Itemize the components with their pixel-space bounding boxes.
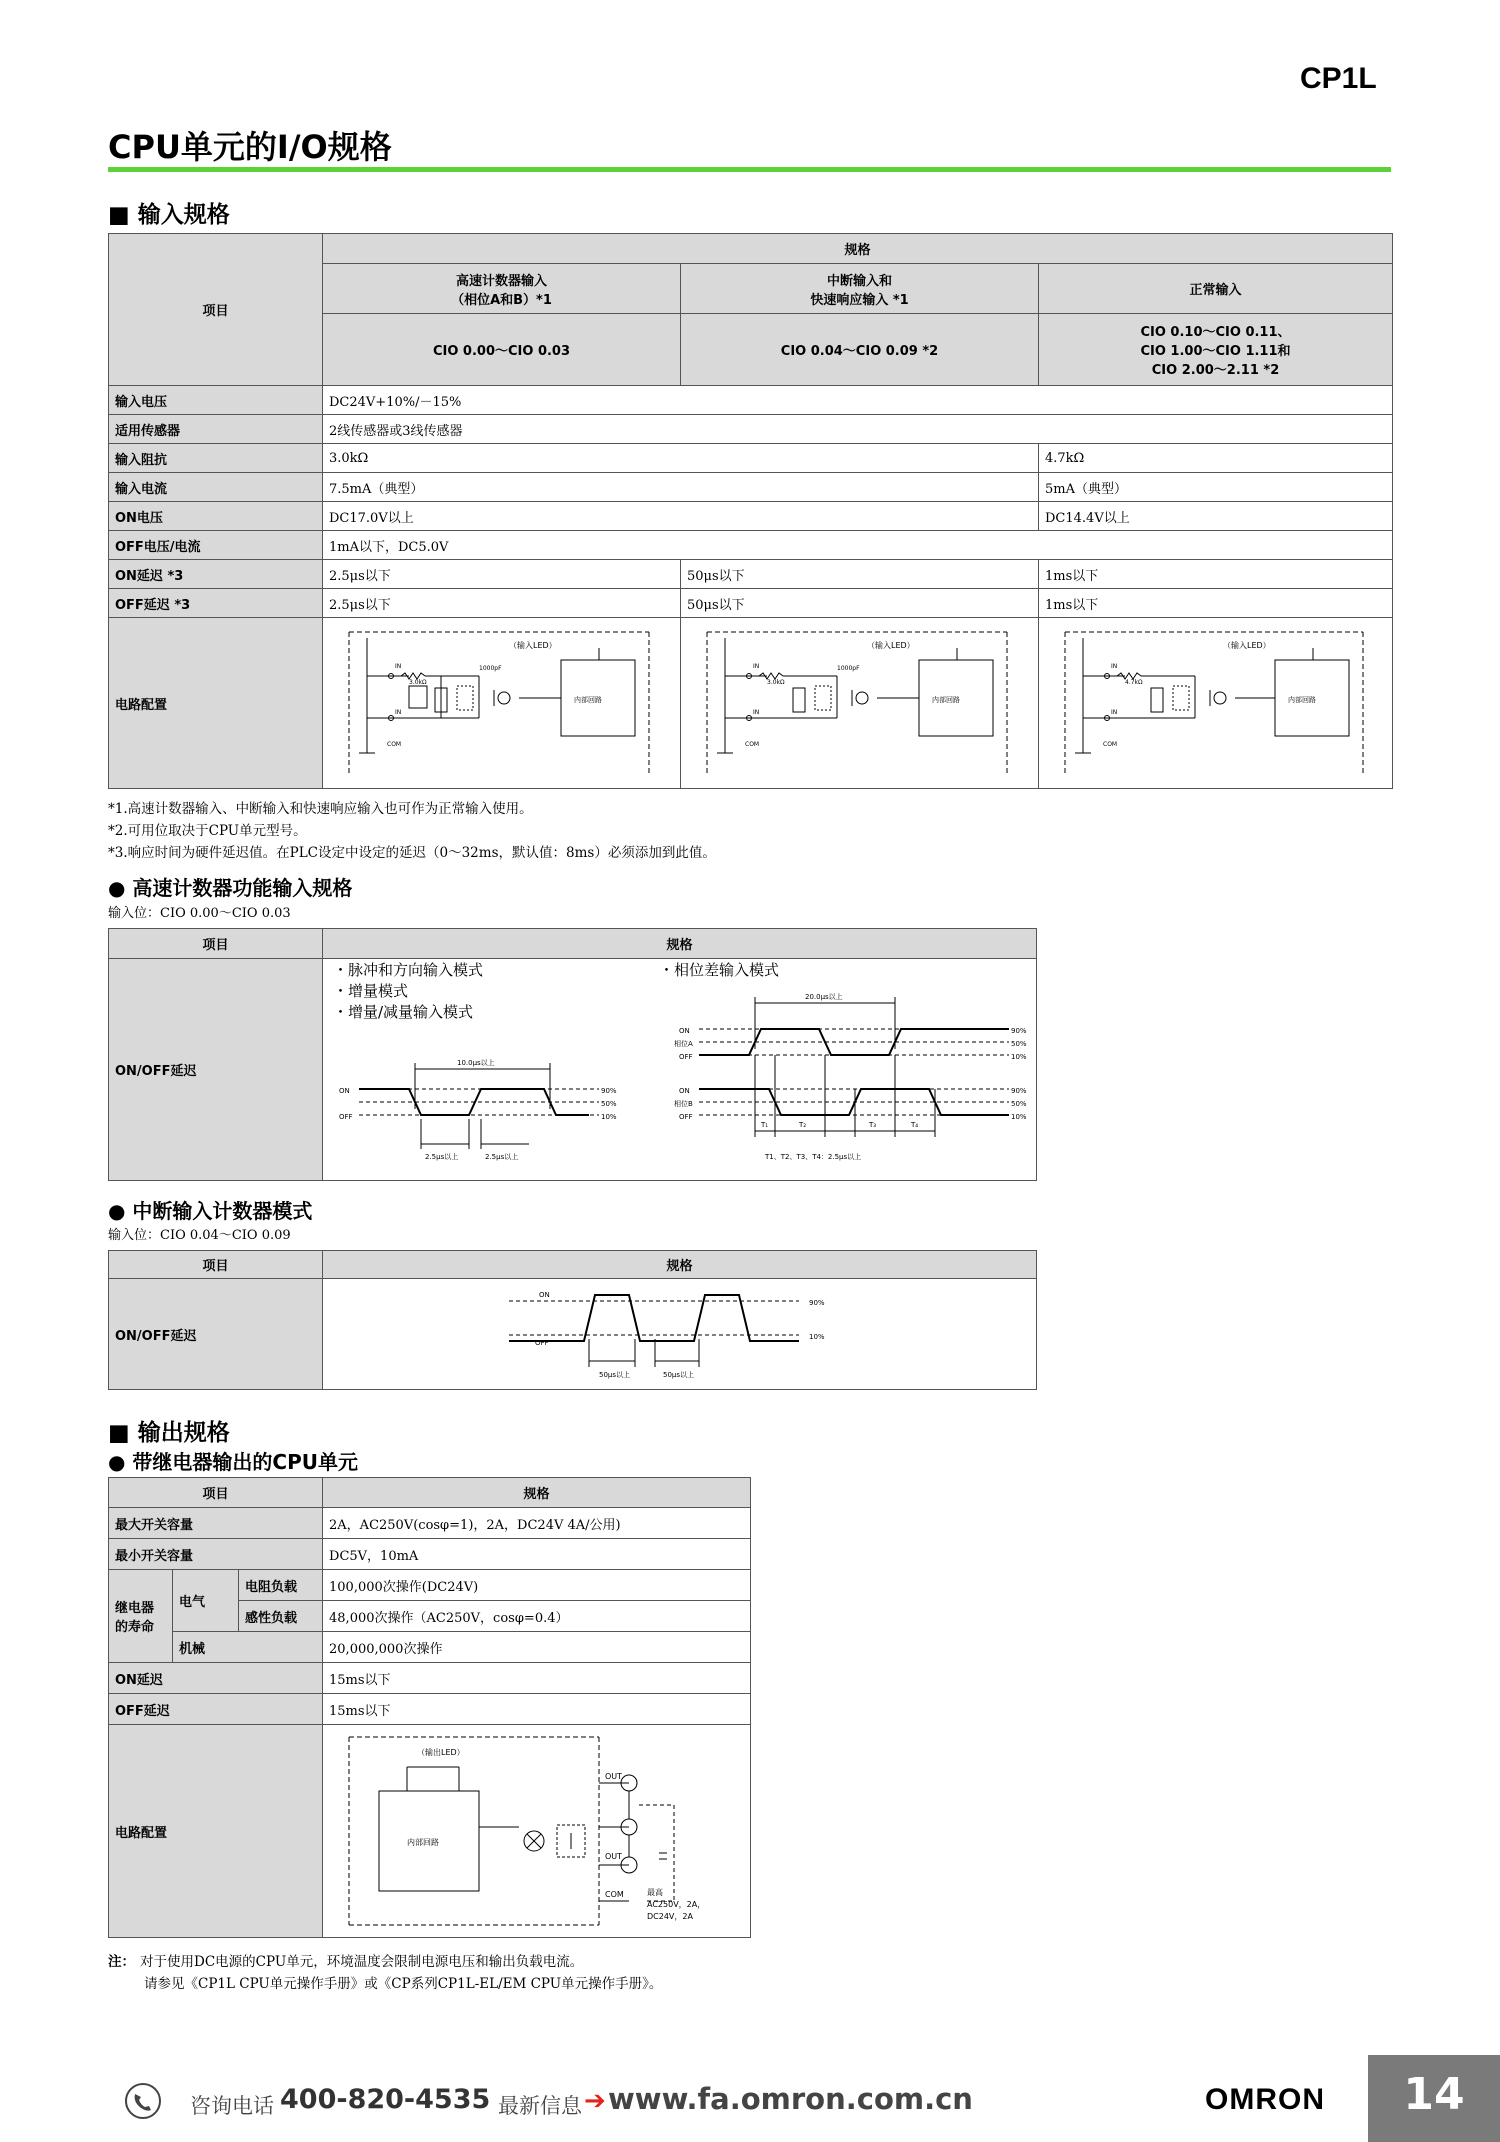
hsc-input-range: CIO 0.00～CIO 0.03 [323,314,681,386]
svg-text:・脉冲和方向输入模式: ・脉冲和方向输入模式 [333,961,484,979]
svg-text:（输出LED）: （输出LED） [417,1748,465,1757]
phone-number: 400-820-4535 [280,2084,491,2115]
input-circuit-hsc [323,618,681,789]
impedance-value-a: 3.0kΩ [323,444,1039,473]
on-voltage-value-a: DC17.0V以上 [323,502,1039,531]
hsc-timing-diagram [329,959,1041,1176]
svg-text:DC24V，2A: DC24V，2A [647,1912,693,1921]
svg-text:IN: IN [1111,663,1118,670]
input-spec-heading: ■ 输入规格 [108,202,230,228]
normal-input-range: CIO 0.10～CIO 0.11、 CIO 1.00～CIO 1.11和 CIO 2.00～2.11 *2 [1039,314,1393,386]
off-delay-value-c: 1ms以下 [1039,589,1393,618]
output-spec-table [108,1477,751,1938]
page-number: 14 [1368,2055,1500,2142]
svg-text:T₄: T₄ [911,1121,919,1129]
row-label-mechanical: 机械 [173,1632,323,1663]
svg-text:3.0kΩ: 3.0kΩ [767,679,785,686]
product-name: CP1L [1300,62,1377,95]
off-delay-value-a: 2.5μs以下 [323,589,681,618]
svg-text:OUT: OUT [605,1772,623,1781]
hsc-item-header: 项目 [109,929,323,959]
svg-text:10%: 10% [1011,1053,1027,1061]
interrupt-input-bits: 输入位：CIO 0.04～CIO 0.09 [108,1228,291,1243]
row-label-on-voltage: ON电压 [109,502,323,531]
footnote-2: *2.可用位取决于CPU单元型号。 [108,823,307,839]
svg-text:COM: COM [1103,741,1118,748]
svg-text:IN: IN [395,709,402,716]
phone-icon [124,2082,162,2120]
output-circuit-diagram [329,1725,755,1933]
svg-text:50%: 50% [601,1100,617,1108]
output-spec-header: 规格 [323,1478,751,1508]
interrupt-input-range: CIO 0.04～CIO 0.09 *2 [681,314,1039,386]
svg-text:50μs以上: 50μs以上 [599,1371,631,1379]
svg-text:IN: IN [753,663,760,670]
hsc-timing-cell [323,959,1037,1181]
svg-text:50%: 50% [1011,1100,1027,1108]
svg-text:OUT: OUT [605,1852,623,1861]
svg-text:・增量/减量输入模式: ・增量/减量输入模式 [333,1003,474,1021]
svg-text:最高: 最高 [647,1888,664,1897]
svg-text:T₃: T₃ [869,1121,877,1129]
svg-text:3.0kΩ: 3.0kΩ [409,679,427,686]
off-voltage-value: 1mA以下，DC5.0V [323,531,1393,560]
resistive-load-value: 100,000次操作(DC24V) [323,1570,751,1601]
svg-text:OFF: OFF [679,1053,693,1061]
row-label-on-delay: ON延迟 *3 [109,560,323,589]
svg-text:・相位差输入模式: ・相位差输入模式 [659,961,780,979]
sensor-value: 2线传感器或3线传感器 [323,415,1393,444]
row-label-max-capacity: 最大开关容量 [109,1508,323,1539]
svg-text:OFF: OFF [679,1113,693,1121]
svg-text:90%: 90% [601,1087,617,1095]
input-circuit-normal [1039,618,1393,789]
phone-label: 咨询电话 [190,2094,274,2118]
svg-text:90%: 90% [809,1299,825,1307]
min-capacity-value: DC5V，10mA [323,1539,751,1570]
svg-text:ON: ON [539,1291,550,1299]
spec-header: 规格 [323,234,1393,264]
svg-text:IN: IN [1111,709,1118,716]
row-label-voltage: 输入电压 [109,386,323,415]
svg-text:（输入LED）: （输入LED） [867,641,915,650]
on-voltage-value-b: DC14.4V以上 [1039,502,1393,531]
svg-text:内部回路: 内部回路 [407,1838,440,1847]
info-label: 最新信息 [498,2094,582,2118]
interrupt-spec-heading: ● 中断输入计数器模式 [108,1199,313,1223]
svg-text:内部回路: 内部回路 [574,696,602,704]
row-label-off-delay: OFF延迟 *3 [109,589,323,618]
svg-text:COM: COM [605,1890,624,1899]
svg-text:IN: IN [753,709,760,716]
row-label-current: 输入电流 [109,473,323,502]
item-header: 项目 [109,234,323,386]
svg-text:IN: IN [395,663,402,670]
svg-text:AC250V，2A，: AC250V，2A， [647,1900,706,1909]
svg-text:10%: 10% [1011,1113,1027,1121]
hsc-spec-header: 规格 [323,929,1037,959]
on-delay-value-a: 2.5μs以下 [323,560,681,589]
row-label-resistive-load: 电阻负载 [239,1570,323,1601]
svg-text:ON: ON [679,1027,690,1035]
footnote-3: *3.响应时间为硬件延迟值。在PLC设定中设定的延迟（0～32ms，默认值：8ms）必须添加到此值。 [108,845,716,861]
input-circuit-diagram-2 [687,618,1043,784]
hsc-row-label: ON/OFF延迟 [109,959,323,1181]
svg-text:OFF: OFF [339,1113,353,1121]
svg-text:50μs以上: 50μs以上 [663,1371,695,1379]
hsc-input-bits: 输入位：CIO 0.00～CIO 0.03 [108,906,291,921]
svg-text:ON: ON [679,1087,690,1095]
svg-text:内部回路: 内部回路 [932,696,960,704]
row-label-output-circuit: 电路配置 [109,1725,323,1938]
on-delay-value-b: 50μs以下 [681,560,1039,589]
interrupt-timing-diagram [329,1279,1041,1385]
output-on-delay-value: 15ms以下 [323,1663,751,1694]
output-off-delay-value: 15ms以下 [323,1694,751,1725]
bottom-note-line-2: 请参见《CP1L CPU单元操作手册》或《CP系列CP1L-EL/EM CPU单元操作手册》。 [144,1976,663,1992]
output-item-header: 项目 [109,1478,323,1508]
hsc-spec-table [108,928,1037,1181]
interrupt-spec-table [108,1250,1037,1390]
on-delay-value-c: 1ms以下 [1039,560,1393,589]
svg-text:COM: COM [387,741,402,748]
arrow-right-icon: ➔ [584,2086,606,2116]
title-underline [108,167,1391,172]
svg-text:T₁: T₁ [761,1121,769,1129]
current-value-a: 7.5mA（典型） [323,473,1039,502]
svg-text:10%: 10% [601,1113,617,1121]
row-label-impedance: 输入阻抗 [109,444,323,473]
svg-text:1000pF: 1000pF [837,665,860,672]
svg-text:10%: 10% [809,1333,825,1341]
impedance-value-b: 4.7kΩ [1039,444,1393,473]
svg-text:2.5μs以上: 2.5μs以上 [425,1153,459,1161]
input-circuit-diagram-1 [329,618,685,784]
svg-text:内部回路: 内部回路 [1288,696,1316,704]
row-label-off-voltage: OFF电压/电流 [109,531,323,560]
svg-text:T1、T2、T3、T4：2.5μs以上: T1、T2、T3、T4：2.5μs以上 [765,1153,862,1161]
inductive-load-value: 48,000次操作（AC250V，cosφ=0.4） [323,1601,751,1632]
row-label-output-on-delay: ON延迟 [109,1663,323,1694]
svg-text:2.5μs以上: 2.5μs以上 [485,1153,519,1161]
svg-text:・增量模式: ・增量模式 [333,982,409,1000]
svg-text:T₂: T₂ [799,1121,807,1129]
svg-text:（输入LED）: （输入LED） [509,641,557,650]
svg-text:OFF: OFF [535,1339,549,1347]
row-label-min-capacity: 最小开关容量 [109,1539,323,1570]
normal-input-header: 正常输入 [1039,264,1393,314]
svg-text:COM: COM [745,741,760,748]
footnote-1: *1.高速计数器输入、中断输入和快速响应输入也可作为正常输入使用。 [108,801,533,817]
bottom-note-prefix: 注： [108,1954,135,1970]
website-url[interactable]: www.fa.omron.com.cn [608,2082,973,2116]
interrupt-spec-header: 规格 [323,1251,1037,1279]
svg-text:ON: ON [339,1087,350,1095]
interrupt-row-label: ON/OFF延迟 [109,1279,323,1390]
interrupt-input-header: 中断输入和 快速响应输入 *1 [681,264,1039,314]
svg-text:50%: 50% [1011,1040,1027,1048]
interrupt-item-header: 项目 [109,1251,323,1279]
hsc-input-header: 高速计数器输入 （相位A和B）*1 [323,264,681,314]
svg-text:90%: 90% [1011,1027,1027,1035]
row-label-electrical: 电气 [173,1570,239,1632]
svg-text:相位B: 相位B [674,1100,693,1108]
svg-text:相位A: 相位A [674,1040,693,1048]
input-spec-table [108,233,1393,789]
row-label-circuit: 电路配置 [109,618,323,789]
row-label-output-off-delay: OFF延迟 [109,1694,323,1725]
hsc-spec-heading: ● 高速计数器功能输入规格 [108,876,353,900]
interrupt-timing-cell [323,1279,1037,1390]
input-circuit-interrupt [681,618,1039,789]
svg-text:20.0μs以上: 20.0μs以上 [805,993,843,1001]
relay-output-heading: ● 带继电器输出的CPU单元 [108,1450,358,1474]
row-label-sensor: 适用传感器 [109,415,323,444]
svg-text:90%: 90% [1011,1087,1027,1095]
input-voltage-value: DC24V+10%/－15% [323,386,1393,415]
output-spec-heading: ■ 输出规格 [108,1420,230,1446]
input-circuit-diagram-3 [1045,618,1397,784]
svg-text:4.7kΩ: 4.7kΩ [1125,679,1143,686]
omron-logo: OMRON [1205,2083,1325,2116]
svg-text:10.0μs以上: 10.0μs以上 [457,1059,495,1067]
row-label-inductive-load: 感性负载 [239,1601,323,1632]
row-label-relay-life: 继电器的寿命 [109,1570,173,1663]
off-delay-value-b: 50μs以下 [681,589,1039,618]
mechanical-value: 20,000,000次操作 [323,1632,751,1663]
max-capacity-value: 2A，AC250V(cosφ=1)，2A，DC24V 4A/公用) [323,1508,751,1539]
svg-text:1000pF: 1000pF [479,665,502,672]
bottom-note-line-1: 对于使用DC电源的CPU单元，环境温度会限制电源电压和输出负载电流。 [140,1954,584,1970]
current-value-b: 5mA（典型） [1039,473,1393,502]
output-circuit-cell [323,1725,751,1938]
page-title: CPU单元的I/O规格 [108,128,392,166]
svg-text:（输入LED）: （输入LED） [1223,641,1271,650]
